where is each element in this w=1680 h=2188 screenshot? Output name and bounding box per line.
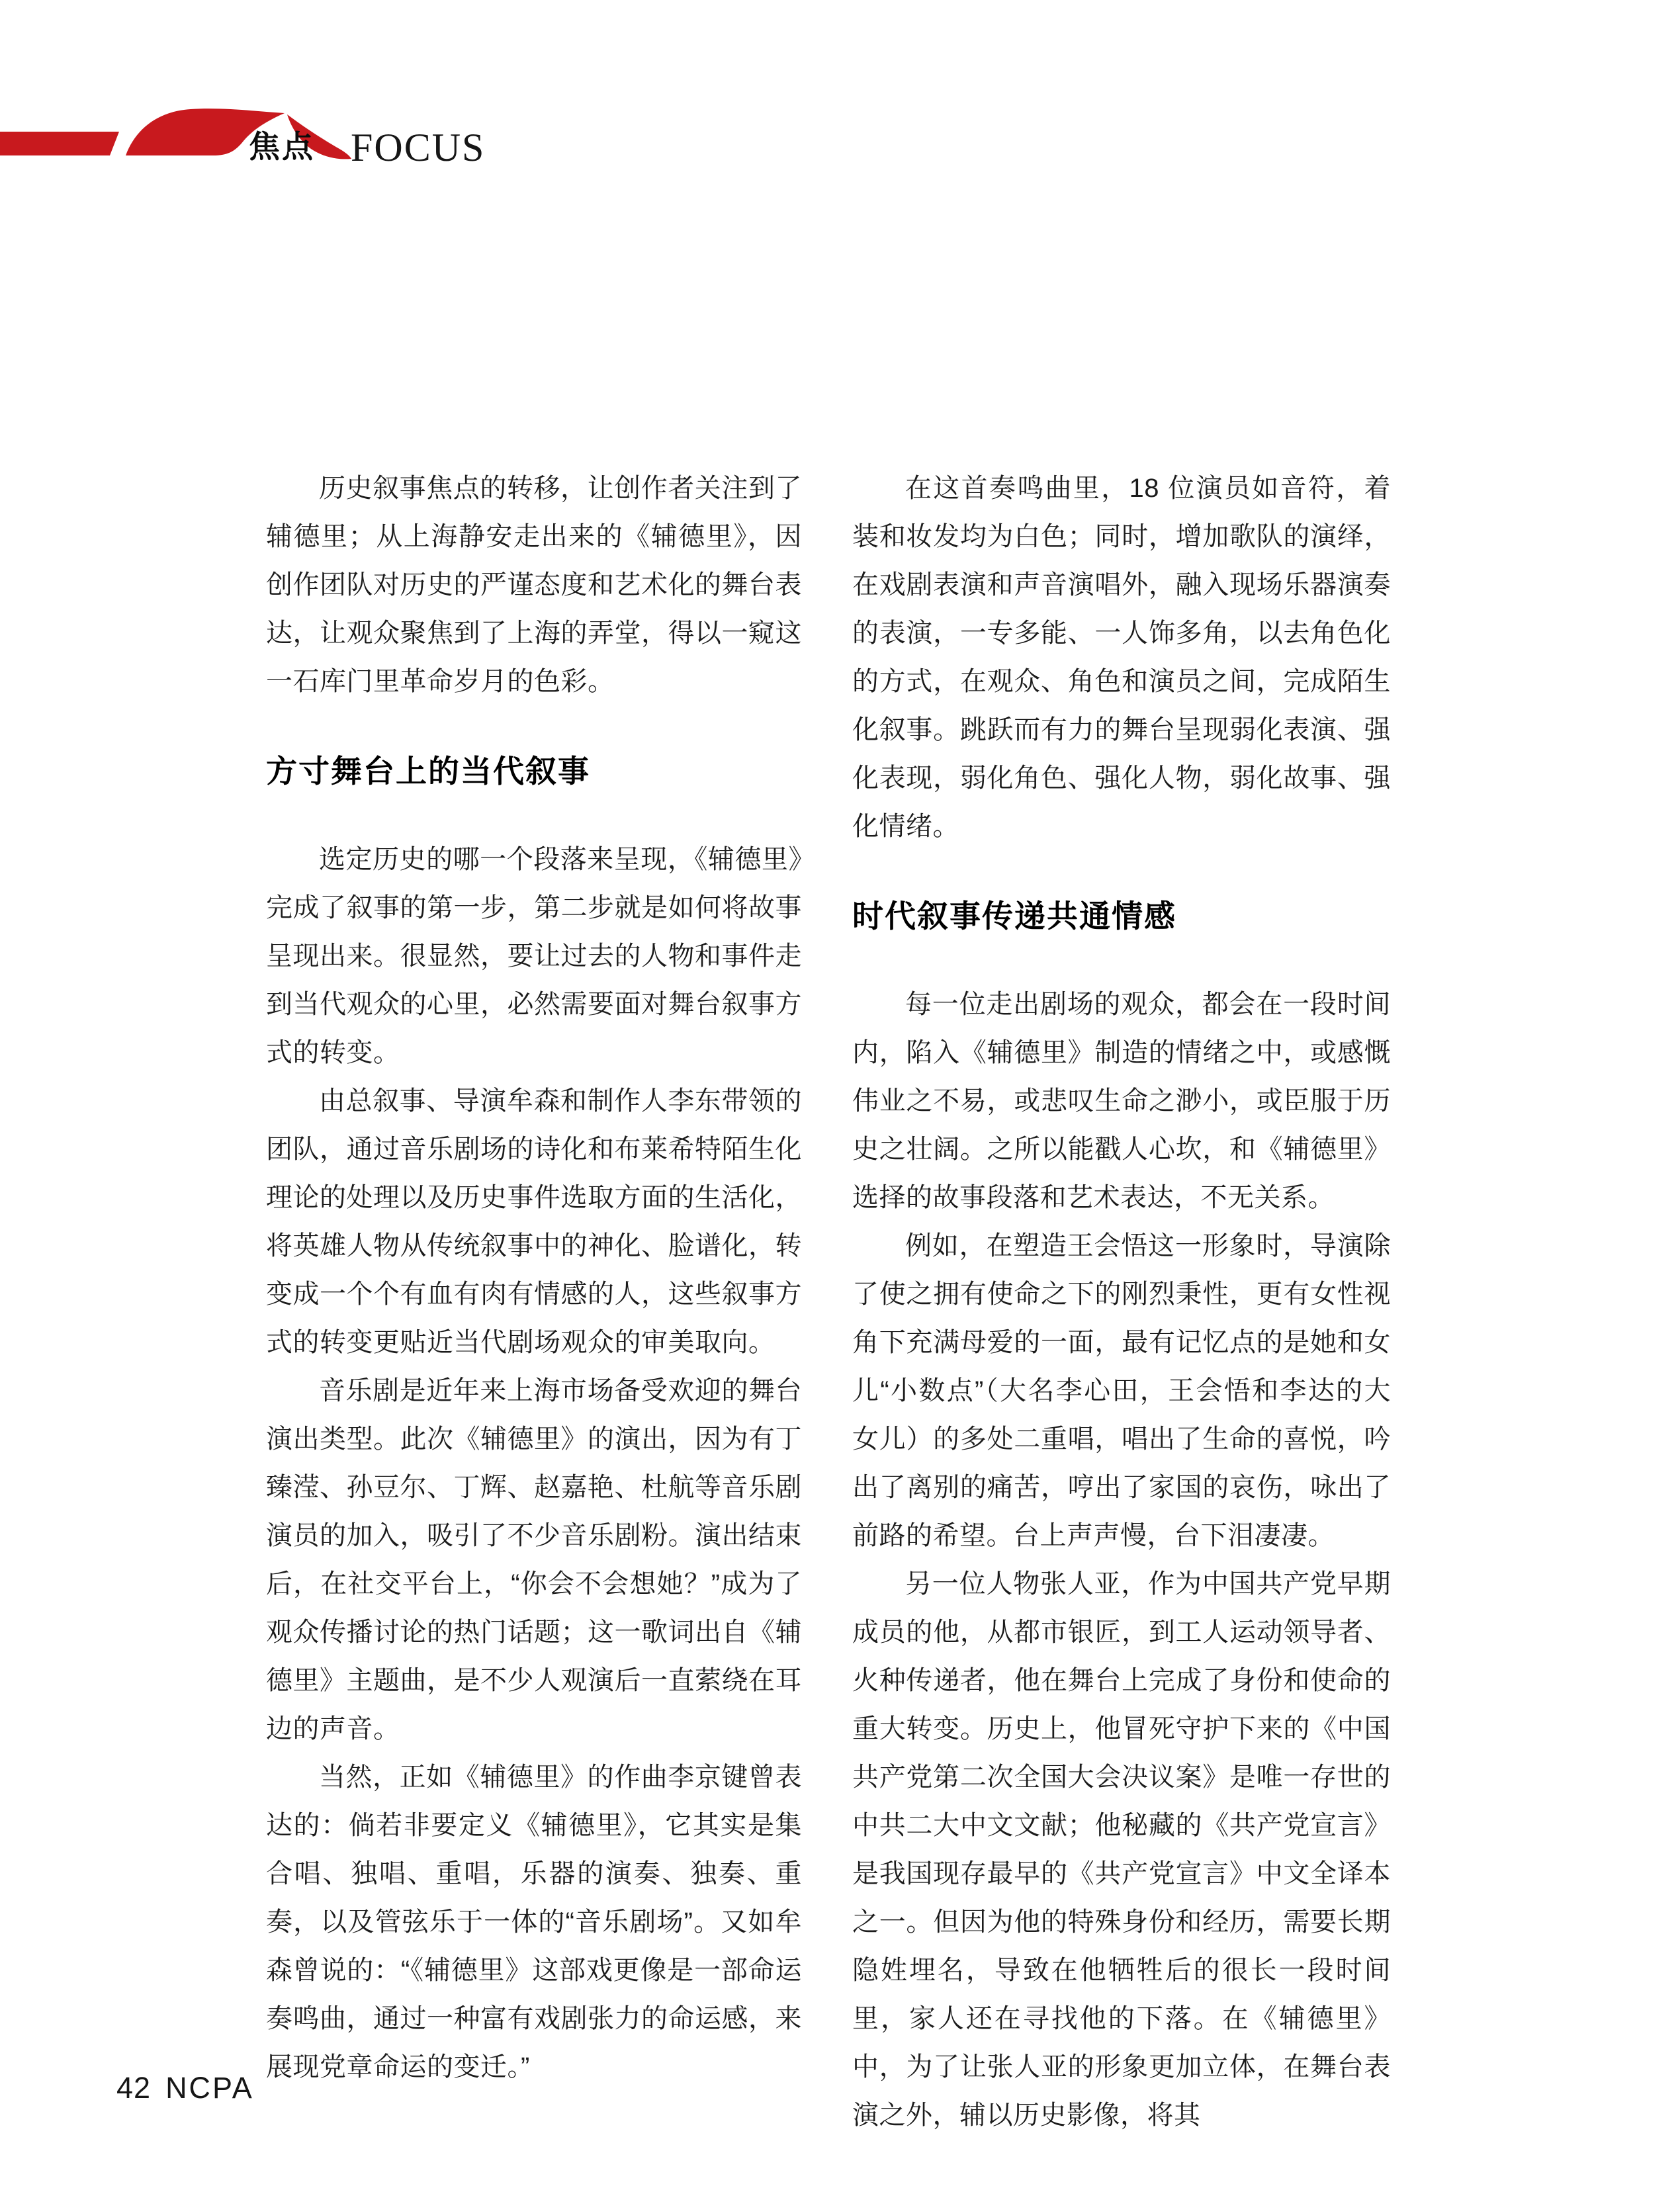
paragraph: 例如，在塑造王会悟这一形象时，导演除了使之拥有使命之下的刚烈秉性，更有女性视角下充满母爱的一面，最有记忆点的是她和女儿“小数点”（大名李心田，王会悟和李达的大女儿）的多处二重唱，唱出了生命的喜悦，吟出了离别的痛苦，哼出了家国的哀伤，咏出了前路的希望。台上声声慢，台下泪凄凄。	[852, 1231, 1391, 1551]
section-title-en: FOCUS	[351, 126, 486, 169]
page-footer	[116, 2071, 254, 2105]
section-title-cn: 焦点	[249, 129, 315, 164]
journal-name: NCPA	[165, 2071, 254, 2105]
header-red-bar	[0, 132, 119, 155]
paragraph: 每一位走出剧场的观众，都会在一段时间内，陷入《辅德里》制造的情绪之中，或感慨伟业之不易，或悲叹生命之渺小，或臣服于历史之壮阔。之所以能戳人心坎，和《辅德里》选择的故事段落和艺术表达，不无关系。	[852, 990, 1391, 1213]
paragraph: 音乐剧是近年来上海市场备受欢迎的舞台演出类型。此次《辅德里》的演出，因为有丁臻滢、孙豆尔、丁辉、赵嘉艳、杜航等音乐剧演员的加入，吸引了不少音乐剧粉。演出结束后，在社交平台上，“你会不会想她？”成为了观众传播讨论的热门话题；这一歌词出自《辅德里》主题曲，是不少人观演后一直萦绕在耳边的声音。	[266, 1376, 802, 1744]
paragraph: 选定历史的哪一个段落来呈现，《辅德里》完成了叙事的第一步，第二步就是如何将故事呈现出来。很显然，要让过去的人物和事件走到当代观众的心里，必然需要面对舞台叙事方式的转变。	[266, 845, 802, 1068]
paragraph: 当然，正如《辅德里》的作曲李京键曾表达的：倘若非要定义《辅德里》，它其实是集合唱、独唱、重唱，乐器的演奏、独奏、重奏，以及管弦乐于一体的“音乐剧场”。又如牟森曾说的：“《辅德里》这部戏更像是一部命运奏鸣曲，通过一种富有戏剧张力的命运感，来展现党章命运的变迁。”	[266, 1763, 802, 2082]
paragraph: 由总叙事、导演牟森和制作人李东带领的团队，通过音乐剧场的诗化和布莱希特陌生化理论的处理以及历史事件选取方面的生活化，将英雄人物从传统叙事中的神化、脸谱化，转变成一个个有血有肉有情感的人，这些叙事方式的转变更贴近当代剧场观众的审美取向。	[266, 1086, 802, 1358]
left-column	[266, 464, 802, 2091]
paragraph: 在这首奏鸣曲里，18 位演员如音符，着装和妆发均为白色；同时，增加歌队的演绎，在戏剧表演和声音演唱外，融入现场乐器演奏的表演，一专多能、一人饰多角，以去角色化的方式，在观众、角色和演员之间，完成陌生化叙事。跳跃而有力的舞台呈现弱化表演、强化表现，弱化角色、强化人物，弱化故事、强化情绪。	[852, 474, 1391, 841]
section-heading-right: 时代叙事传递共通情感	[852, 898, 1176, 934]
paragraph: 另一位人物张人亚，作为中国共产党早期成员的他，从都市银匠，到工人运动领导者、火种传递者，他在舞台上完成了身份和使命的重大转变。历史上，他冒死守护下来的《中国共产党第二次全国大会决议案》是唯一存世的中共二大中文文献；他秘藏的《共产党宣言》是我国现存最早的《共产党宣言》中文全译本之一。但因为他的特殊身份和经历，需要长期隐姓埋名，导致在他牺牲后的很长一段时间里，家人还在寻找他的下落。在《辅德里》中，为了让张人亚的形象更加立体，在舞台表演之外，辅以历史影像，将其	[852, 1569, 1391, 2130]
right-column	[852, 464, 1391, 2140]
paragraph: 历史叙事焦点的转移，让创作者关注到了辅德里；从上海静安走出来的《辅德里》，因创作团队对历史的严谨态度和艺术化的舞台表达，让观众聚焦到了上海的弄堂，得以一窥这一石库门里革命岁月的色彩。	[266, 474, 802, 696]
section-heading-left: 方寸舞台上的当代叙事	[266, 754, 590, 789]
page-number: 42	[116, 2071, 152, 2105]
